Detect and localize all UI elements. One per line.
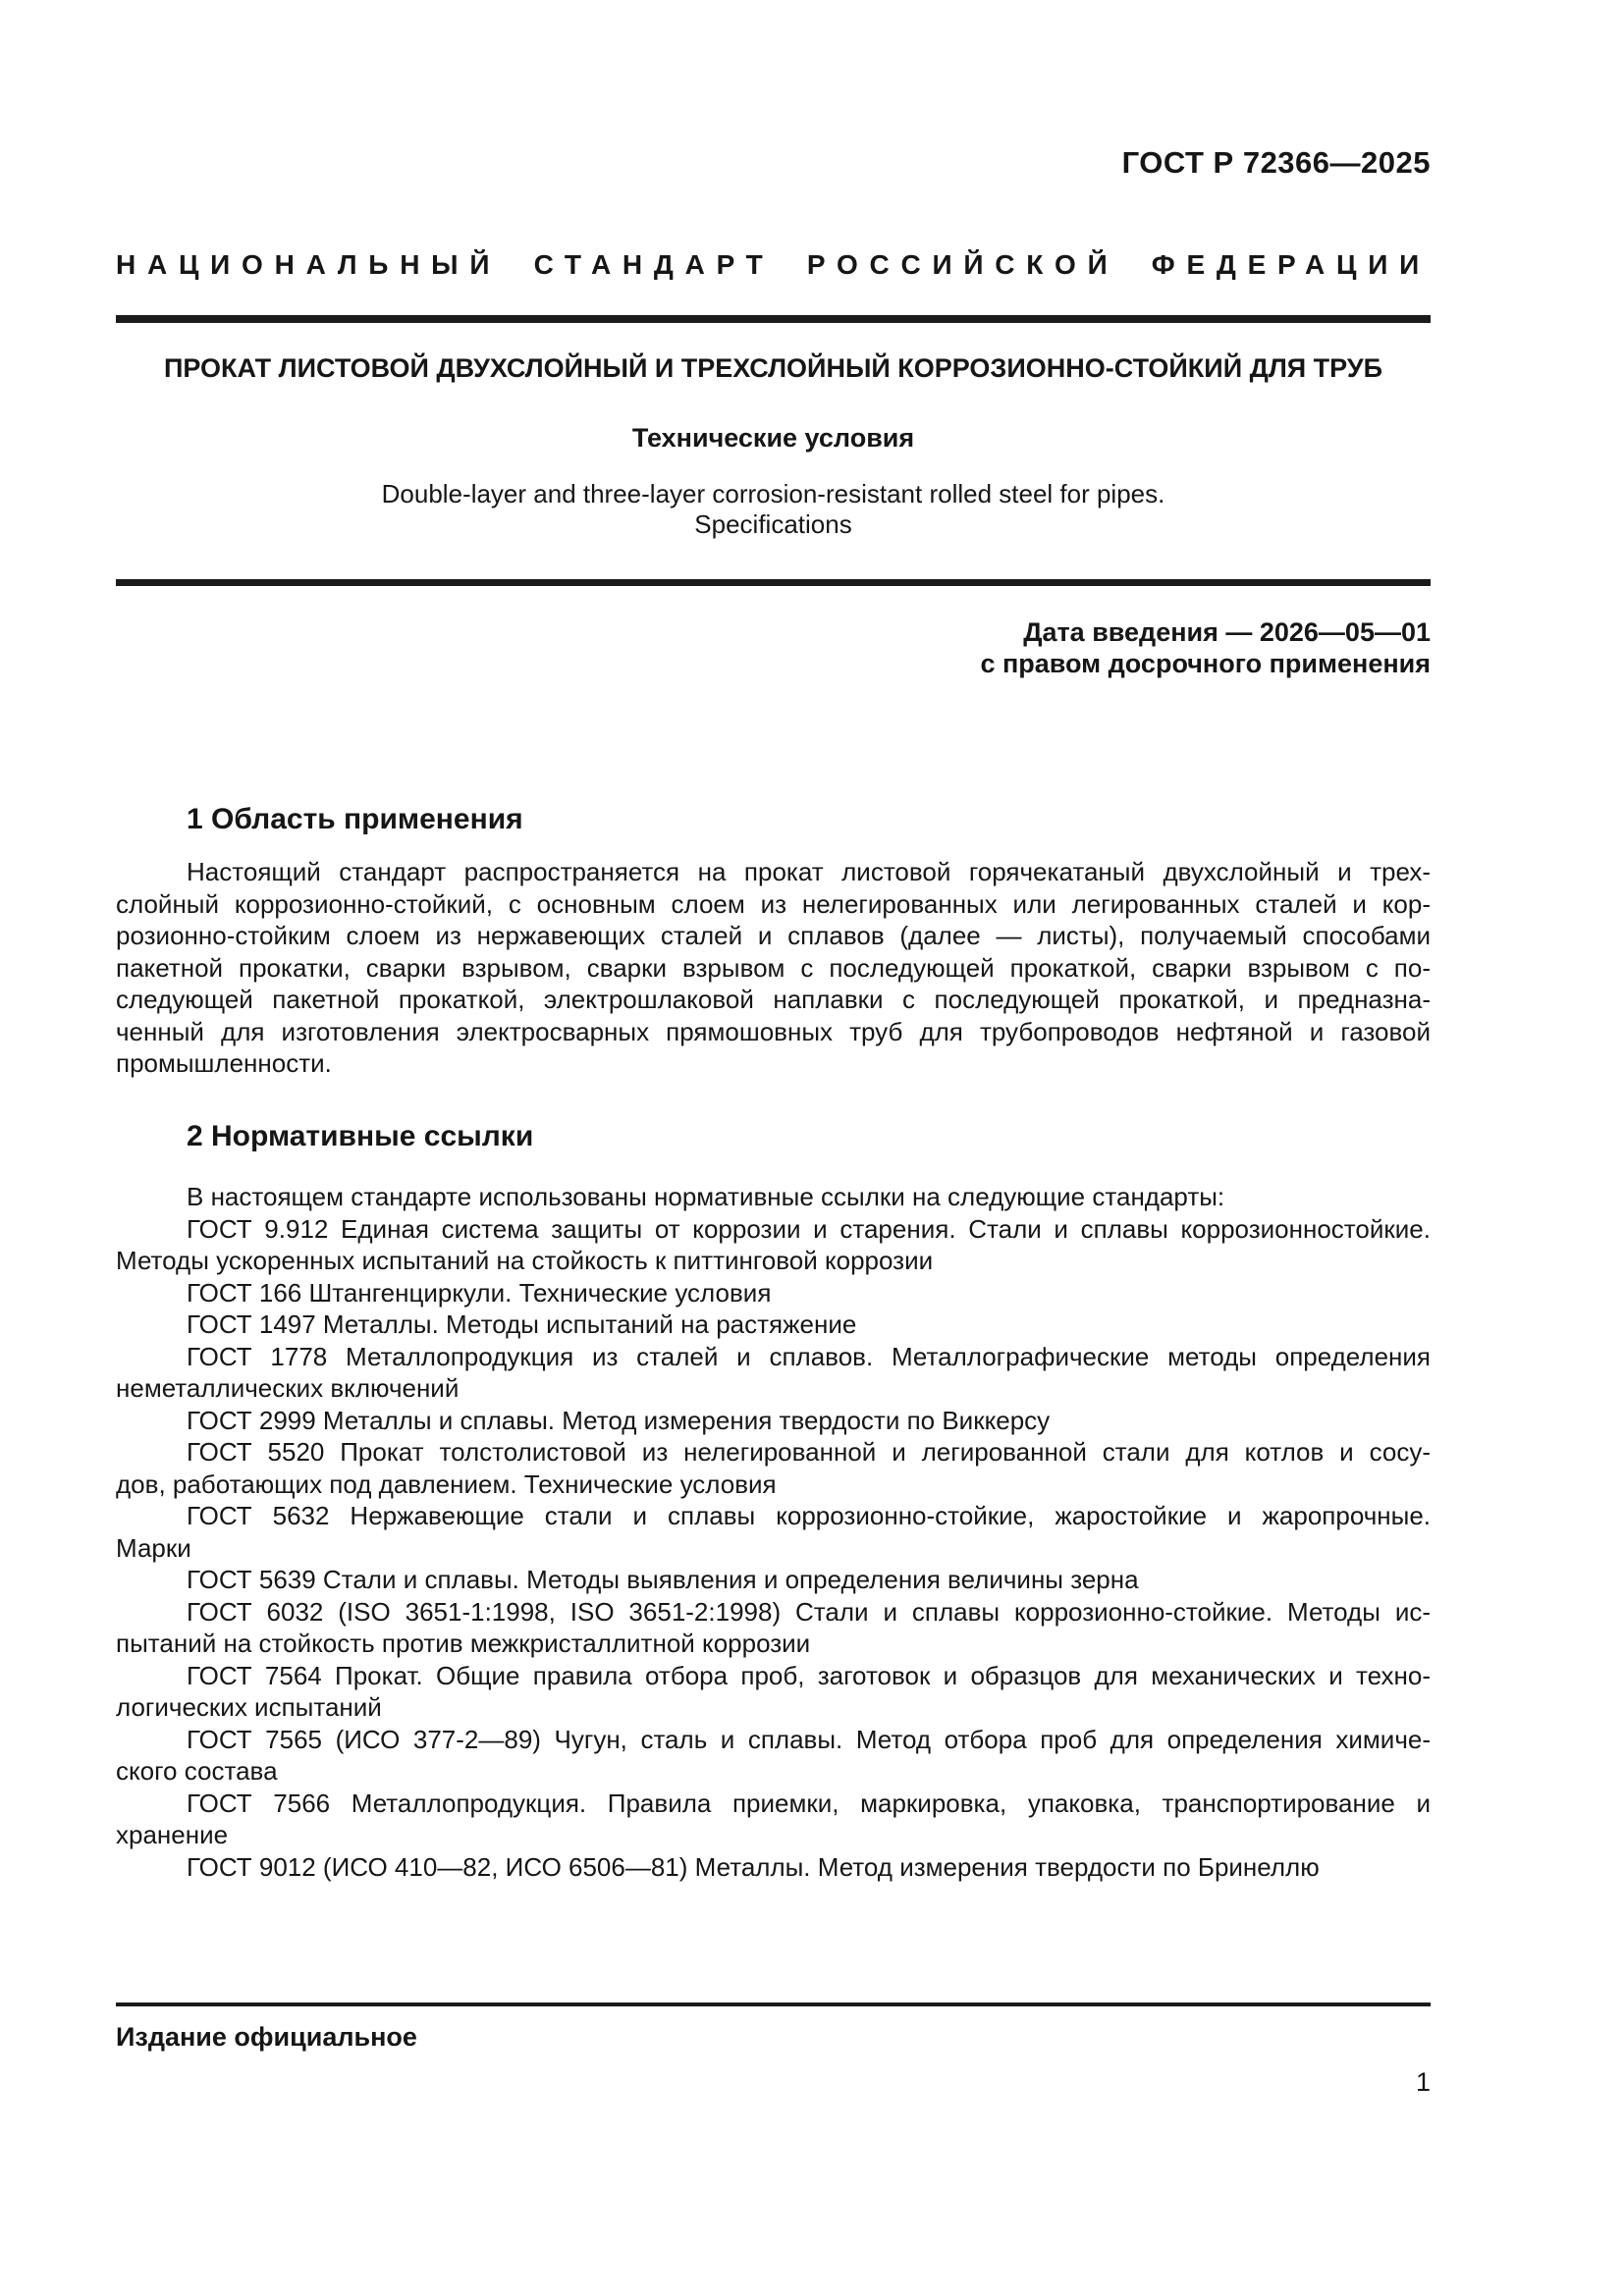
text-line: ГОСТ 5639 Стали и сплавы. Методы выявления и определения величины зерна	[187, 1565, 1139, 1594]
section-2-heading: 2 Нормативные ссылки	[187, 1120, 534, 1152]
text-line: ченный для изготовления электросварных прямошовных труб для трубопроводов нефтяной и газовой	[116, 1016, 1431, 1046]
effective-date-block	[116, 616, 1431, 679]
text-line: следующей пакетной прокаткой, электрошлаковой наплавки с последующей прокаткой, и предназна-	[116, 985, 1431, 1014]
text-line: ГОСТ 9.912 Единая система защиты от коррозии и старения. Стали и сплавы коррозионностойкие.	[187, 1213, 1431, 1244]
text-line: розионно-стойким слоем из нержавеющих сталей и сплавов (далее — листы), получаемый способами	[116, 921, 1431, 950]
standard-title-en-line2: Specifications	[694, 509, 852, 539]
text-line: ГОСТ 166 Штангенциркули. Технические условия	[187, 1277, 772, 1308]
page-number: 1	[1415, 2067, 1431, 2097]
text-line: хранение	[116, 1820, 229, 1849]
text-line: ГОСТ 9012 (ИСО 410—82, ИСО 6506—81) Металлы. Метод измерения твердости по Бринеллю	[187, 1851, 1320, 1882]
text-line: ГОСТ 1778 Металлопродукция из сталей и сплавов. Металлографические методы определения	[187, 1341, 1431, 1371]
text-line: В настоящем стандарте использованы нормативные ссылки на следующие стандарты:	[187, 1182, 1225, 1211]
text-line: дов, работающих под давлением. Технические условия	[116, 1468, 777, 1499]
text-line: пытаний на стойкость против межкристаллитной коррозии	[116, 1629, 811, 1658]
section-1-heading: 1 Область применения	[187, 803, 523, 835]
text-line: ГОСТ 2999 Металлы и сплавы. Метод измерения твердости по Виккерсу	[187, 1405, 1051, 1435]
standard-title-en-line1: Double-layer and three-layer corrosion-resistant rolled steel for pipes.	[381, 479, 1165, 508]
header-separator-bar	[116, 315, 1431, 323]
text-line: ГОСТ 7565 (ИСО 377-2—89) Чугун, сталь и сплавы. Метод отбора проб для определения химиче-	[187, 1724, 1431, 1754]
text-line: Марки	[116, 1532, 191, 1563]
standard-title-ru: ПРОКАТ ЛИСТОВОЙ ДВУХСЛОЙНЫЙ И ТРЕХСЛОЙНЫЙ КОРРОЗИОННО-СТОЙКИЙ ДЛЯ ТРУБ	[163, 353, 1383, 383]
text-line: ГОСТ 1497 Металлы. Методы испытаний на растяжение	[187, 1309, 857, 1339]
text-line: ГОСТ 5520 Прокат толстолистовой из нелегированной и легированной стали для котлов и сосу-	[187, 1437, 1431, 1467]
standard-title-en	[116, 479, 1431, 540]
doc-code: ГОСТ Р 72366—2025	[1121, 145, 1431, 180]
effective-date-line2: с правом досрочного применения	[980, 649, 1431, 678]
text-line: ГОСТ 7564 Прокат. Общие правила отбора проб, заготовок и образцов для механических и техно-	[187, 1660, 1431, 1690]
title-separator-bar	[116, 579, 1431, 586]
section-2-body	[116, 1181, 1431, 1883]
section-1-body	[116, 856, 1431, 1080]
footer-separator-rule	[116, 2002, 1431, 2006]
text-line: пакетной прокатки, сварки взрывом, сварки взрывом с последующей прокаткой, сварки взрывом с по-	[116, 952, 1431, 983]
text-line: ГОСТ 6032 (ISO 3651-1:1998, ISO 3651-2:1998) Стали и сплавы коррозионно-стойкие. Методы ис-	[187, 1596, 1431, 1627]
text-line: слойный коррозионно-стойкий, с основным слоем из нелегированных или легированных сталей и кор-	[116, 888, 1431, 919]
standard-subtitle-ru: Технические условия	[631, 423, 915, 453]
text-line: Методы ускоренных испытаний на стойкость к питтинговой коррозии	[116, 1246, 934, 1275]
text-line: неметаллических включений	[116, 1373, 460, 1403]
text-line: логических испытаний	[116, 1692, 382, 1722]
official-edition-note: Издание официальное	[116, 2022, 417, 2052]
text-line: ГОСТ 7566 Металлопродукция. Правила приемки, маркировка, упаковка, транспортирование и	[187, 1788, 1431, 1818]
text-line: ГОСТ 5632 Нержавеющие стали и сплавы коррозионно-стойкие, жаростойкие и жаропрочные.	[187, 1501, 1431, 1530]
national-standard-header: НАЦИОНАЛЬНЫЙ СТАНДАРТ РОССИЙСКОЙ ФЕДЕРАЦИИ	[116, 249, 1431, 280]
text-line: промышленности.	[116, 1048, 332, 1078]
text-line: Настоящий стандарт распространяется на прокат листовой горячекатаный двухслойный и трех-	[187, 857, 1431, 886]
effective-date-line1: Дата введения — 2026—05—01	[1023, 617, 1431, 647]
text-line: ского состава	[116, 1756, 278, 1786]
